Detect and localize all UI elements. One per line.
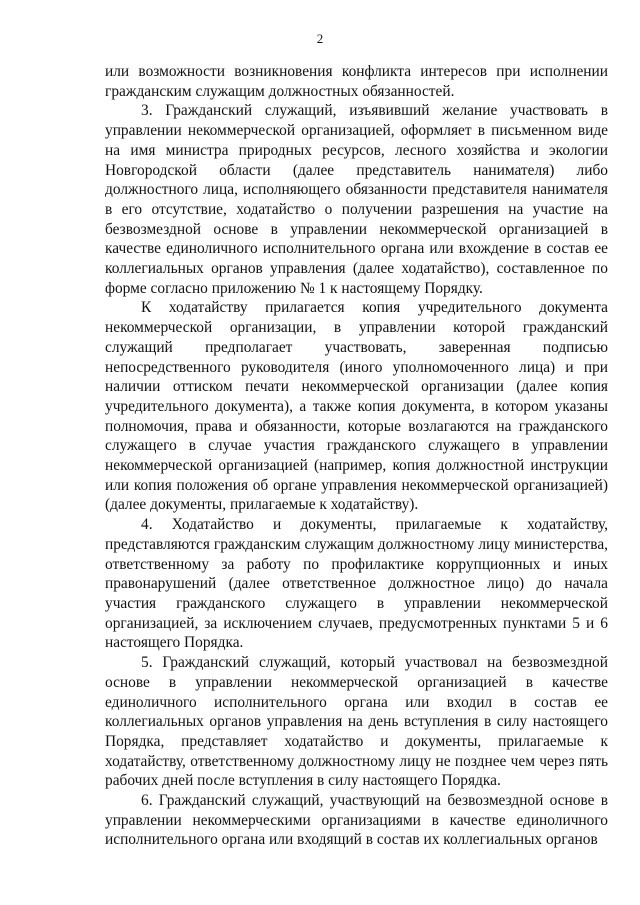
paragraph-item-4: 4. Ходатайство и документы, прилагаемые к ходатайству, представляются гражданским служащим должностному лицу министерства, ответственному за работу по профилактике коррупционных и иных правонарушений (далее ответственное должностное лицо) до начала участия гражданского служащего в управлении некоммерческой организацией, за исключением случаев, предусмотренных пунктами 5 и 6 настоящего Порядка. [105, 516, 608, 652]
paragraph-continuation: или возможности возникновения конфликта интересов при исполнении гражданским служащим должностных обязанностей. [105, 63, 608, 100]
paragraph-item-5: 5. Гражданский служащий, который участвовал на безвозмездной основе в управлении некоммерческой организацией в качестве единоличного исполнительного органа или входил в состав ее коллегиальных органов управления на день вступления в силу настоящего Порядка, представляет ходатайство и документы, прилагаемые к ходатайству, ответственному должностному лицу не позднее чем через пять рабочих дней после вступления в силу настоящего Порядка. [105, 654, 608, 790]
document-body [105, 62, 608, 850]
paragraph-attachments: К ходатайству прилагается копия учредительного документа некоммерческой организации, в управлении которой гражданский служащий предполагает участвовать, заверенная подписью непосредственного руководителя (иного уполномоченного лица) и при наличии оттиском печати некоммерческой организации (далее копия учредительного документа), а также копия документа, в котором указаны полномочия, права и обязанности, которые возлагаются на гражданского служащего в случае участия гражданского служащего в управлении некоммерческой организацией (например, копия должностной инструкции или копия положения об органе управления некоммерческой организацией) (далее документы, прилагаемые к ходатайству). [105, 299, 608, 514]
page-number: 2 [316, 31, 324, 46]
paragraph-item-3: 3. Гражданский служащий, изъявивший желание участвовать в управлении некоммерческой организацией, оформляет в письменном виде на имя министра природных ресурсов, лесного хозяйства и экологии Новгородской области (далее представитель нанимателя) либо должностного лица, исполняющего обязанности представителя нанимателя в его отсутствие, ходатайство о получении разрешения на участие на безвозмездной основе в управлении некоммерческой организацией в качестве единоличного исполнительного органа или вхождение в состав ее коллегиальных органов управления (далее ходатайство), составленное по форме согласно приложению № 1 к настоящему Порядку. [105, 102, 608, 297]
paragraph-item-6: 6. Гражданский служащий, участвующий на безвозмездной основе в управлении некоммерческими организациями в качестве единоличного исполнительного органа или входящий в состав их коллегиальных органов [105, 792, 608, 849]
